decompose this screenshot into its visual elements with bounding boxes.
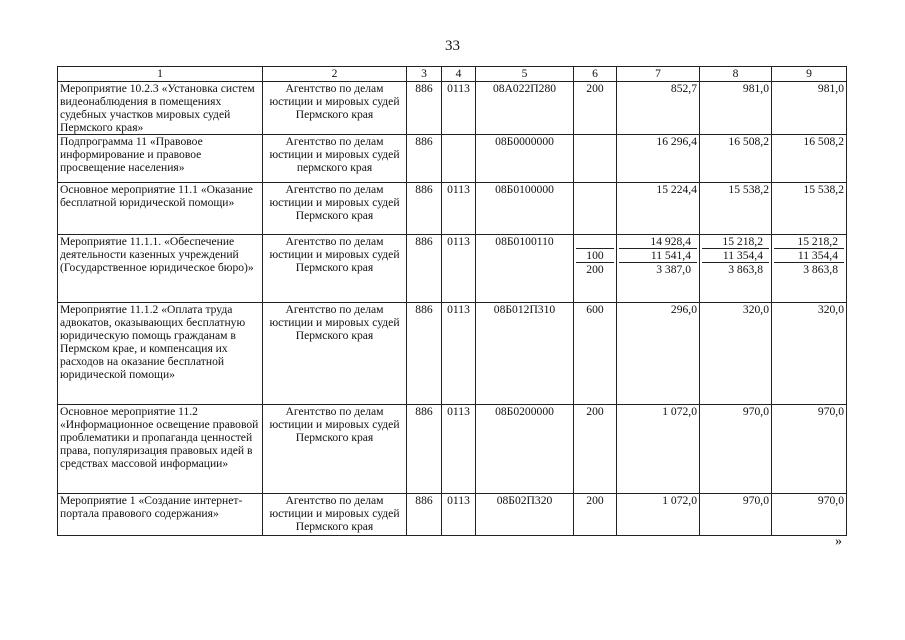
row-value-7: 16 296,4 <box>617 135 700 183</box>
row-value-9: 970,0 <box>772 405 847 494</box>
row-value-7: 15 224,4 <box>617 183 700 235</box>
row-target-code: 08А022П280 <box>476 82 574 135</box>
col-header-9: 9 <box>772 67 847 82</box>
row-value-8-split <box>700 235 772 303</box>
row-agency: Агентство по делам юстиции и мировых судей Пермского края <box>263 82 407 135</box>
row-agency: Агентство по делам юстиции и мировых судей Пермского края <box>263 303 407 405</box>
row-name: Мероприятие 1 «Создание интернет-портала правового содержания» <box>58 494 263 536</box>
sub-expense-type: 200 <box>586 263 604 276</box>
sub-expense-type: 100 <box>576 249 614 263</box>
row-value-7: 296,0 <box>617 303 700 405</box>
row-target-code: 08Б0200000 <box>476 405 574 494</box>
row-target-code: 08Б02П320 <box>476 494 574 536</box>
sub-value-9: 11 354,4 <box>774 249 844 263</box>
row-value-9: 970,0 <box>772 494 847 536</box>
row-admin-code: 886 <box>407 303 442 405</box>
row-value-9-split <box>772 235 847 303</box>
row-agency: Агентство по делам юстиции и мировых судей пермского края <box>263 135 407 183</box>
row-name: Мероприятие 11.1.2 «Оплата труда адвокатов, оказывающих бесплатную юридическую помощь гражданам в Пермском крае, и компенсация их расходов на оказание бесплатной юридической помощи» <box>58 303 263 405</box>
header-row <box>58 67 847 82</box>
row-agency: Агентство по делам юстиции и мировых судей Пермского края <box>263 405 407 494</box>
row-value-9: 981,0 <box>772 82 847 135</box>
sub-value-7: 14 928,4 <box>619 235 697 249</box>
row-value-8: 970,0 <box>700 494 772 536</box>
row-value-9: 15 538,2 <box>772 183 847 235</box>
row-section-code: 0113 <box>442 235 476 303</box>
col-header-2: 2 <box>263 67 407 82</box>
row-admin-code: 886 <box>407 494 442 536</box>
row-value-7: 1 072,0 <box>617 494 700 536</box>
row-target-code: 08Б012П310 <box>476 303 574 405</box>
row-section-code <box>442 135 476 183</box>
row-expense-type-split <box>574 235 617 303</box>
row-agency: Агентство по делам юстиции и мировых судей Пермского края <box>263 494 407 536</box>
row-agency: Агентство по делам юстиции и мировых судей Пермского края <box>263 183 407 235</box>
page-number: 33 <box>445 38 460 54</box>
row-admin-code: 886 <box>407 235 442 303</box>
row-expense-type: 600 <box>574 303 617 405</box>
row-name: Основное мероприятие 11.1 «Оказание бесплатной юридической помощи» <box>58 183 263 235</box>
row-expense-type: 200 <box>574 494 617 536</box>
row-target-code: 08Б0000000 <box>476 135 574 183</box>
row-value-8: 981,0 <box>700 82 772 135</box>
col-header-4: 4 <box>442 67 476 82</box>
col-header-8: 8 <box>700 67 772 82</box>
table-row <box>58 494 847 536</box>
row-admin-code: 886 <box>407 82 442 135</box>
row-section-code: 0113 <box>442 183 476 235</box>
sub-expense-type <box>576 235 614 249</box>
budget-table <box>57 66 847 536</box>
table-row <box>58 405 847 494</box>
sub-value-8: 11 354,4 <box>702 249 769 263</box>
sub-value-7: 3 387,0 <box>656 263 691 276</box>
row-expense-type <box>574 183 617 235</box>
col-header-5: 5 <box>476 67 574 82</box>
table-row <box>58 135 847 183</box>
row-value-8: 16 508,2 <box>700 135 772 183</box>
sub-value-9: 15 218,2 <box>774 235 844 249</box>
row-value-8: 970,0 <box>700 405 772 494</box>
col-header-1: 1 <box>58 67 263 82</box>
col-header-3: 3 <box>407 67 442 82</box>
row-target-code: 08Б0100110 <box>476 235 574 303</box>
row-admin-code: 886 <box>407 183 442 235</box>
row-expense-type <box>574 135 617 183</box>
row-value-7-split <box>617 235 700 303</box>
row-value-9: 16 508,2 <box>772 135 847 183</box>
row-value-7: 852,7 <box>617 82 700 135</box>
row-target-code: 08Б0100000 <box>476 183 574 235</box>
row-name: Мероприятие 11.1.1. «Обеспечение деятельности казенных учреждений (Государственное юридическое бюро)» <box>58 235 263 303</box>
row-expense-type: 200 <box>574 405 617 494</box>
row-name: Мероприятие 10.2.3 «Установка систем видеонаблюдения в помещениях судебных участков мировых судей Пермского края» <box>58 82 263 135</box>
closing-quote-mark: » <box>835 534 842 549</box>
table-row <box>58 183 847 235</box>
col-header-7: 7 <box>617 67 700 82</box>
row-section-code: 0113 <box>442 82 476 135</box>
col-header-6: 6 <box>574 67 617 82</box>
row-value-8: 320,0 <box>700 303 772 405</box>
row-section-code: 0113 <box>442 405 476 494</box>
sub-value-8: 3 863,8 <box>728 263 763 276</box>
row-name: Подпрограмма 11 «Правовое информирование и правовое просвещение населения» <box>58 135 263 183</box>
row-agency: Агентство по делам юстиции и мировых судей Пермского края <box>263 235 407 303</box>
table-row <box>58 303 847 405</box>
row-admin-code: 886 <box>407 135 442 183</box>
sub-value-7: 11 541,4 <box>619 249 697 263</box>
sub-value-8: 15 218,2 <box>702 235 769 249</box>
row-section-code: 0113 <box>442 494 476 536</box>
row-name: Основное мероприятие 11.2 «Информационное освещение правовой проблематики и пропаганда ценностей права, популяризация правовых идей в средствах массовой информации» <box>58 405 263 494</box>
row-value-9: 320,0 <box>772 303 847 405</box>
row-admin-code: 886 <box>407 405 442 494</box>
sub-value-9: 3 863,8 <box>803 263 838 276</box>
row-section-code: 0113 <box>442 303 476 405</box>
table-row <box>58 82 847 135</box>
row-value-7: 1 072,0 <box>617 405 700 494</box>
row-value-8: 15 538,2 <box>700 183 772 235</box>
row-expense-type: 200 <box>574 82 617 135</box>
table-row <box>58 235 847 303</box>
